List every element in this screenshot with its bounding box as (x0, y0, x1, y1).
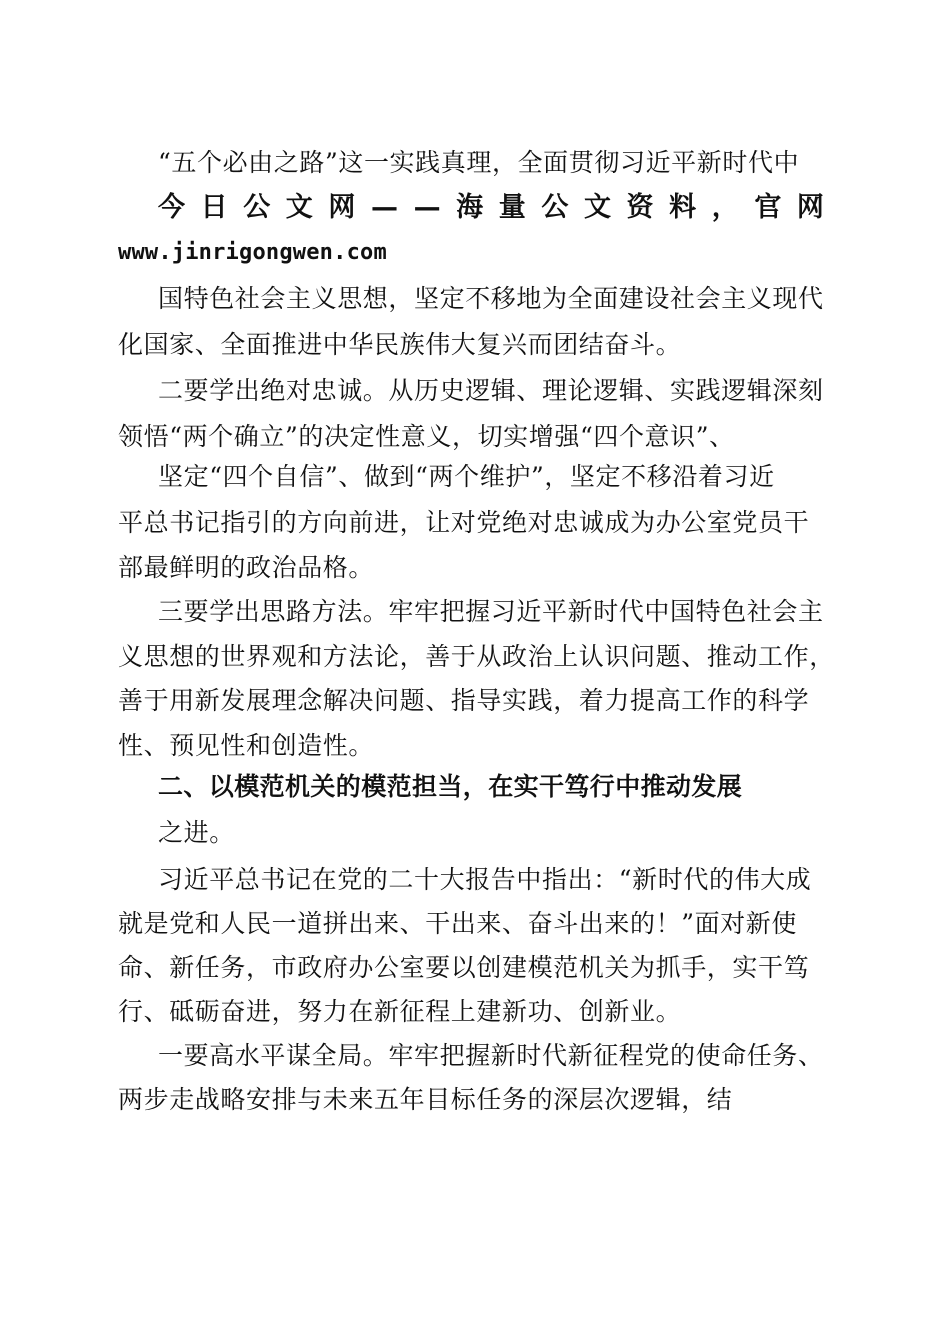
banner-char: 网 (796, 192, 824, 223)
watermark-banner (158, 190, 824, 226)
paragraph-line: 部最鲜明的政治品格。 (118, 553, 375, 582)
banner-char: — (413, 192, 441, 223)
paragraph-line: 坚定“四个自信”、做到“两个维护”，坚定不移沿着习近 (158, 462, 775, 491)
paragraph-line: “五个必由之路”这一实践真理，全面贯彻习近平新时代中 (158, 148, 800, 177)
paragraph-line: 平总书记指引的方向前进，让对党绝对忠诚成为办公室党员干 (118, 508, 810, 537)
watermark-url: www.jinrigongwen.com (118, 240, 387, 265)
banner-char: 网 (328, 192, 356, 223)
paragraph-line: 领悟“两个确立”的决定性意义，切实增强“四个意识”、 (118, 422, 735, 451)
paragraph-line: 善于用新发展理念解决问题、指导实践，着力提高工作的科学 (118, 686, 810, 715)
paragraph-line: 化国家、全面推进中华民族伟大复兴而团结奋斗。 (118, 330, 682, 359)
paragraph-line: 就是党和人民一道拼出来、干出来、奋斗出来的！”面对新使 (118, 909, 797, 938)
banner-char: — (370, 192, 398, 223)
paragraph-line: 命、新任务，市政府办公室要以创建模范机关为抓手，实干笃 (118, 953, 810, 982)
paragraph-line: 习近平总书记在党的二十大报告中指出：“新时代的伟大成 (158, 865, 812, 894)
banner-char: 官 (754, 192, 782, 223)
paragraph-line: 三要学出思路方法。牢牢把握习近平新时代中国特色社会主 (158, 597, 824, 626)
paragraph-line: 二要学出绝对忠诚。从历史逻辑、理论逻辑、实践逻辑深刻 (158, 376, 824, 405)
paragraph-line: 之进。 (158, 818, 235, 847)
paragraph-line: 义思想的世界观和方法论，善于从政治上认识问题、推动工作， (118, 642, 835, 671)
banner-char: 日 (200, 192, 228, 223)
section-heading: 二、以模范机关的模范担当，在实干笃行中推动发展 (158, 772, 743, 801)
banner-char: 文 (285, 192, 313, 223)
paragraph-line: 两步走战略安排与未来五年目标任务的深层次逻辑，结 (118, 1085, 733, 1114)
paragraph-line: 行、砥砺奋进，努力在新征程上建新功、创新业。 (118, 997, 682, 1026)
paragraph-line: 一要高水平谋全局。牢牢把握新时代新征程党的使命任务、 (158, 1041, 824, 1070)
banner-char: 量 (498, 192, 526, 223)
paragraph-line: 国特色社会主义思想，坚定不移地为全面建设社会主义现代 (158, 284, 824, 313)
banner-char: 公 (541, 192, 569, 223)
banner-char: 海 (456, 192, 484, 223)
banner-char: 资 (626, 192, 654, 223)
banner-char: ， (711, 192, 739, 223)
banner-char: 文 (583, 192, 611, 223)
banner-char: 料 (669, 192, 697, 223)
banner-char: 公 (243, 192, 271, 223)
banner-char: 今 (158, 192, 185, 223)
paragraph-line: 性、预见性和创造性。 (118, 731, 375, 760)
